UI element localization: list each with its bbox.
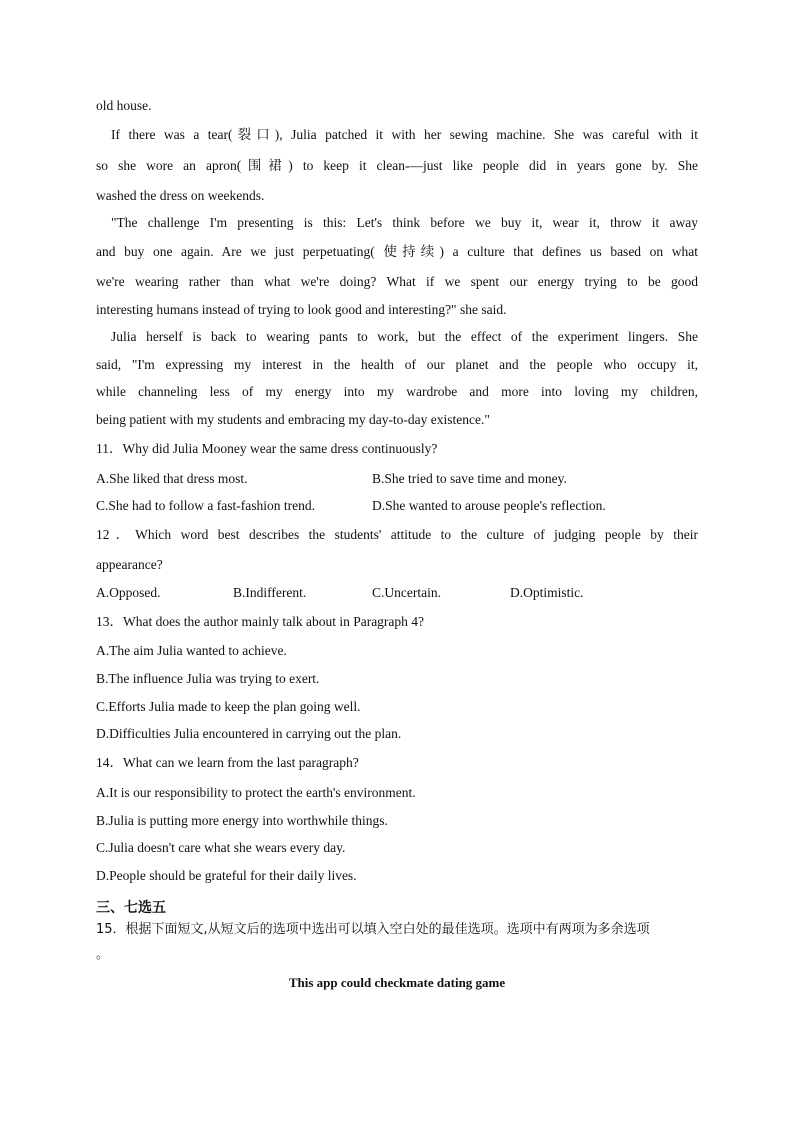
passage-line: Julia herself is back to wearing pants to work, but the effect of the experiment lingers. She bbox=[111, 329, 698, 344]
option-d: D.Optimistic. bbox=[510, 585, 584, 600]
option-a: A.The aim Julia wanted to achieve. bbox=[96, 643, 287, 658]
passage-line: we're wearing rather than what we're doing? What if we spent our energy trying to be good bbox=[96, 274, 698, 289]
section-instructions: 15．根据下面短文,从短文后的选项中选出可以填入空白处的最佳选项。选项中有两项为多余选项 bbox=[96, 922, 650, 937]
question-11-stem: 11．Why did Julia Mooney wear the same dress continuously? bbox=[96, 441, 438, 456]
question-12-stem: 12．Which word best describes the students' attitude to the culture of judging people by their bbox=[96, 527, 698, 542]
section-heading: 三、七选五 bbox=[96, 900, 166, 916]
passage-line: "The challenge I'm presenting is this: Let's think before we buy it, wear it, throw it away bbox=[111, 215, 698, 230]
option-c: C.Uncertain. bbox=[372, 585, 441, 600]
passage-line: If there was a tear(裂口), Julia patched it with her sewing machine. She was careful with it bbox=[111, 127, 698, 142]
option-c: C.Julia doesn't care what she wears every day. bbox=[96, 840, 346, 855]
option-d: D.People should be grateful for their daily lives. bbox=[96, 868, 357, 883]
question-12-stem-cont: appearance? bbox=[96, 557, 163, 572]
question-13-stem: 13．What does the author mainly talk about in Paragraph 4? bbox=[96, 614, 425, 629]
question-14-stem: 14．What can we learn from the last paragraph? bbox=[96, 755, 359, 770]
passage-line: while channeling less of my energy into my wardrobe and more into loving my children, bbox=[96, 384, 698, 399]
option-a: A.She liked that dress most. bbox=[96, 471, 248, 486]
passage-line: washed the dress on weekends. bbox=[96, 188, 265, 203]
option-b: B.She tried to save time and money. bbox=[372, 471, 567, 486]
article-title: This app could checkmate dating game bbox=[288, 975, 506, 990]
passage-line: being patient with my students and embracing my day-to-day existence." bbox=[96, 412, 490, 427]
passage-line: interesting humans instead of trying to look good and interesting?" she said. bbox=[96, 302, 507, 317]
option-b: B.Indifferent. bbox=[233, 585, 307, 600]
option-a: A.Opposed. bbox=[96, 585, 161, 600]
option-d: D.She wanted to arouse people's reflection. bbox=[372, 498, 606, 513]
option-b: B.The influence Julia was trying to exert. bbox=[96, 671, 320, 686]
passage-line: old house. bbox=[96, 98, 152, 113]
passage-line: and buy one again. Are we just perpetuating( 使持续) a culture that defines us based on what bbox=[96, 244, 698, 259]
section-instructions-cont: 。 bbox=[96, 947, 110, 962]
option-c: C.Efforts Julia made to keep the plan going well. bbox=[96, 699, 361, 714]
option-d: D.Difficulties Julia encountered in carrying out the plan. bbox=[96, 726, 402, 741]
option-a: A.It is our responsibility to protect the earth's environment. bbox=[96, 785, 416, 800]
option-b: B.Julia is putting more energy into worthwhile things. bbox=[96, 813, 388, 828]
passage-line: so she wore an apron(围裙) to keep it clean-—just like people did in years gone by. She bbox=[96, 158, 698, 173]
passage-line: said, "I'm expressing my interest in the health of our planet and the people who occupy it, bbox=[96, 357, 698, 372]
option-c: C.She had to follow a fast-fashion trend. bbox=[96, 498, 315, 513]
